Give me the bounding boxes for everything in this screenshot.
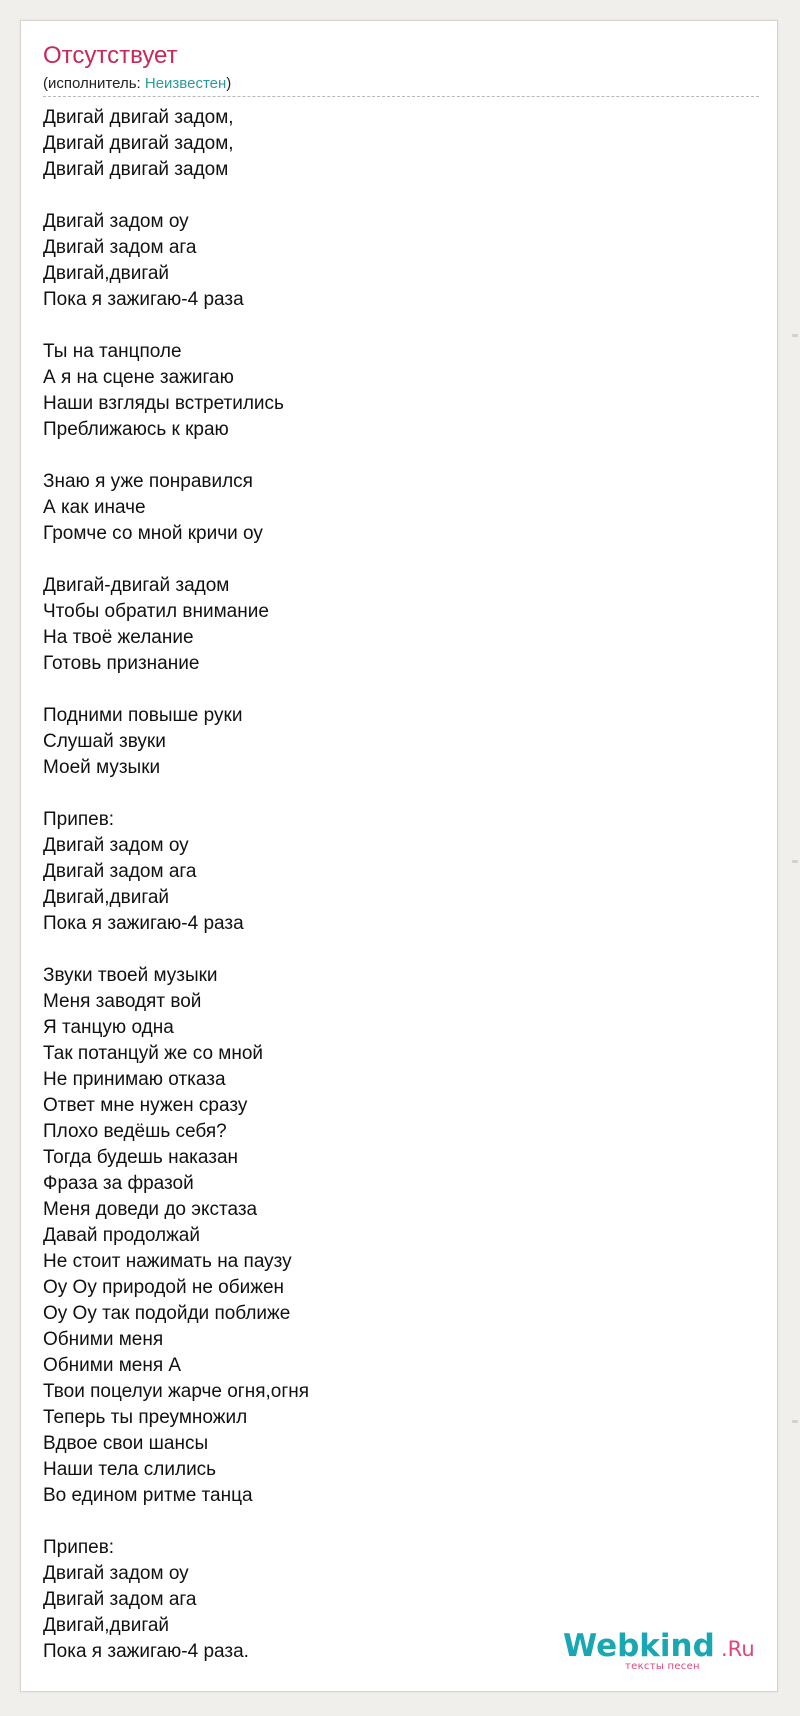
lyric-line: Двигай задом ага xyxy=(43,1589,197,1610)
lyric-line: Обними меня xyxy=(43,1329,164,1350)
logo-tld: .Ru xyxy=(721,1637,755,1661)
logo-word: Webkind xyxy=(563,1628,715,1664)
lyric-line: Я танцую одна xyxy=(43,1017,174,1038)
lyrics-text xyxy=(43,105,743,1665)
lyric-line: Знаю я уже понравился xyxy=(43,471,253,492)
lyric-line xyxy=(43,937,743,963)
lyric-line: Припев: xyxy=(43,809,115,830)
lyric-line: Так потанцуй же со мной xyxy=(43,1043,264,1064)
lyric-line: Слушай звуки xyxy=(43,731,166,752)
lyric-line: Наши взгляды встретились xyxy=(43,393,284,414)
webkind-logo[interactable] xyxy=(563,1628,753,1678)
lyric-line: Фраза за фразой xyxy=(43,1173,194,1194)
edge-mark xyxy=(792,1420,798,1423)
lyric-line: Ты на танцполе xyxy=(43,341,182,362)
lyric-line xyxy=(43,1509,743,1535)
lyric-line: Оу Оу природой не обижен xyxy=(43,1277,285,1298)
logo-tagline: тексты песен xyxy=(625,1661,700,1672)
lyric-line: А как иначе xyxy=(43,497,146,518)
lyric-line: Двигай задом ага xyxy=(43,861,197,882)
lyric-line: Двигай двигай задом, xyxy=(43,107,234,128)
lyric-line xyxy=(43,183,743,209)
lyric-line: Двигай,двигай xyxy=(43,1615,170,1636)
lyric-line: Двигай задом ага xyxy=(43,237,197,258)
lyric-line: Не стоит нажимать на паузу xyxy=(43,1251,292,1272)
performer-suffix: ) xyxy=(226,75,232,92)
performer-link[interactable]: Неизвестен xyxy=(144,75,227,92)
lyric-line: Меня доведи до экстаза xyxy=(43,1199,258,1220)
lyric-line: Двигай,двигай xyxy=(43,263,170,284)
lyric-line: Двигай-двигай задом xyxy=(43,575,230,596)
lyric-line xyxy=(43,313,743,339)
lyrics-card xyxy=(20,20,778,1692)
lyric-line: Обними меня А xyxy=(43,1355,182,1376)
lyric-line: А я на сцене зажигаю xyxy=(43,367,234,388)
lyric-line xyxy=(43,677,743,703)
lyric-line xyxy=(43,547,743,573)
lyric-line: Меня заводят вой xyxy=(43,991,202,1012)
lyric-line: Тогда будешь наказан xyxy=(43,1147,239,1168)
lyric-line xyxy=(43,443,743,469)
lyric-line: Готовь признание xyxy=(43,653,200,674)
lyric-line: Преближаюсь к краю xyxy=(43,419,229,440)
lyric-line: На твоё желание xyxy=(43,627,194,648)
lyric-line: Двигай задом оу xyxy=(43,835,189,856)
title-divider xyxy=(43,96,759,97)
lyric-line: Оу Оу так подойди поближе xyxy=(43,1303,291,1324)
lyric-line: Твои поцелуи жарче огня,огня xyxy=(43,1381,310,1402)
edge-mark xyxy=(792,860,798,863)
lyric-line: Пока я зажигаю-4 раза xyxy=(43,289,244,310)
lyric-line: Вдвое свои шансы xyxy=(43,1433,209,1454)
lyric-line: Подними повыше руки xyxy=(43,705,243,726)
lyric-line: Двигай двигай задом xyxy=(43,159,229,180)
lyric-line: Во едином ритме танца xyxy=(43,1485,253,1506)
lyric-line: Не принимаю отказа xyxy=(43,1069,226,1090)
performer-prefix: (исполнитель: xyxy=(43,75,145,92)
lyric-line: Пока я зажигаю-4 раза xyxy=(43,913,244,934)
lyric-line: Наши тела слились xyxy=(43,1459,217,1480)
lyric-line: Моей музыки xyxy=(43,757,161,778)
lyric-line: Звуки твоей музыки xyxy=(43,965,218,986)
song-title: Отсутствует xyxy=(43,42,178,69)
lyric-line: Давай продолжай xyxy=(43,1225,200,1246)
lyric-line: Чтобы обратил внимание xyxy=(43,601,269,622)
edge-mark xyxy=(792,334,798,337)
lyric-line: Двигай,двигай xyxy=(43,887,170,908)
lyric-line: Плохо ведёшь себя? xyxy=(43,1121,227,1142)
lyric-line: Двигай задом оу xyxy=(43,211,189,232)
lyric-line: Двигай двигай задом, xyxy=(43,133,234,154)
lyric-line: Пока я зажигаю-4 раза. xyxy=(43,1641,249,1662)
lyric-line: Ответ мне нужен сразу xyxy=(43,1095,248,1116)
lyric-line: Громче со мной кричи оу xyxy=(43,523,263,544)
performer-line xyxy=(43,74,231,94)
lyric-line: Двигай задом оу xyxy=(43,1563,189,1584)
lyric-line: Теперь ты преумножил xyxy=(43,1407,248,1428)
lyric-line xyxy=(43,781,743,807)
lyric-line: Припев: xyxy=(43,1537,115,1558)
